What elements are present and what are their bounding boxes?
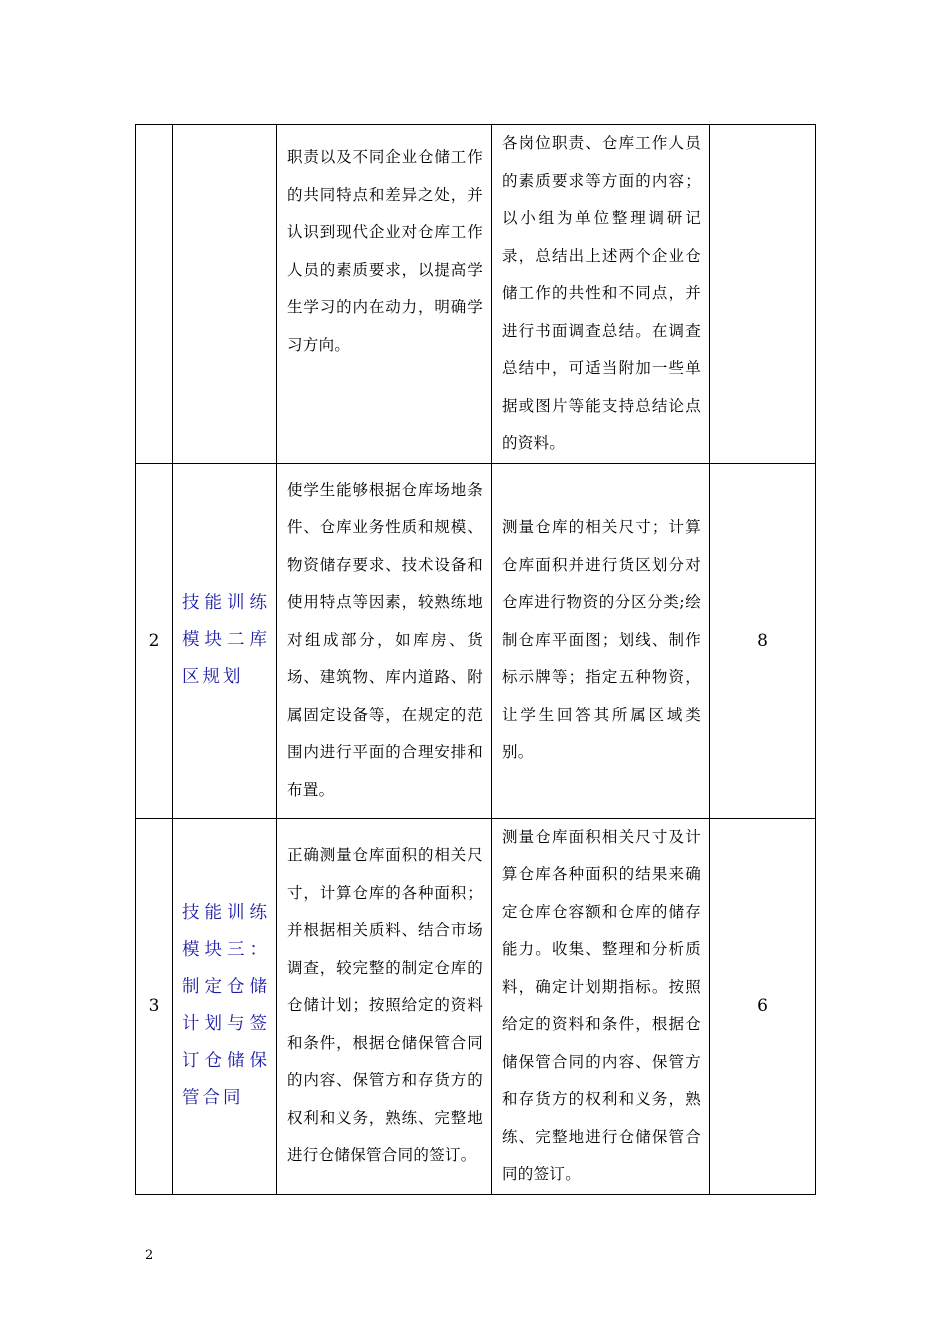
training-goal-cell: [277, 818, 492, 1194]
table-row: [136, 125, 816, 464]
page-number: 2: [145, 1248, 154, 1263]
row-number: 3: [136, 818, 173, 1194]
row-number: [136, 125, 173, 464]
training-goal: 职责以及不同企业仓储工作的共同特点和差异之处，并认识到现代企业对仓库工作人员的素质要求，以提高学生学习的内在动力，明确学习方向。: [287, 148, 483, 354]
module-name: 技能训练模块二库区规划: [182, 593, 270, 687]
training-content-cell: [492, 125, 710, 464]
hours-cell: 8: [710, 463, 816, 818]
hours-cell: [710, 125, 816, 464]
row-number: 2: [136, 463, 173, 818]
module-name-cell: [173, 125, 277, 464]
module-name-cell: [173, 463, 277, 818]
training-goal-cell: [277, 125, 492, 464]
module-name: 技能训练模块三：制定仓储计划与签订仓储保管合同: [182, 903, 270, 1108]
training-content-cell: [492, 818, 710, 1194]
curriculum-table: [135, 124, 816, 1195]
training-content: 各岗位职责、仓库工作人员的素质要求等方面的内容；以小组为单位整理调研记录，总结出上述两个企业仓储工作的共性和不同点，并进行书面调查总结。在调查总结中，可适当附加一些单据或图片等能支持总结论点的资料。: [502, 134, 701, 452]
training-content: 测量仓库面积相关尺寸及计算仓库各种面积的结果来确定仓库仓容额和仓库的储存能力。收集、整理和分析质料，确定计划期指标。按照给定的资料和条件，根据仓储保管合同的内容、保管方和存货方的权利和义务，熟练、完整地进行仓储保管合同的签订。: [502, 827, 701, 1183]
module-name-cell: [173, 818, 277, 1194]
table-row: [136, 463, 816, 818]
hours-cell: 6: [710, 818, 816, 1194]
training-content-cell: [492, 463, 710, 818]
training-goal: 正确测量仓库面积的相关尺寸，计算仓库的各种面积；并根据相关质料、结合市场调查，较完整的制定仓库的仓储计划；按照给定的资料和条件，根据仓储保管合同的内容、保管方和存货方的权利和义务，熟练、完整地进行仓储保管合同的签订。: [287, 846, 483, 1165]
training-content: 测量仓库的相关尺寸；计算仓库面积并进行货区划分对仓库进行物资的分区分类;绘制仓库平面图；划线、制作标示牌等；指定五种物资，让学生回答其所属区域类别。: [502, 518, 701, 762]
table-row: [136, 818, 816, 1194]
training-goal: 使学生能够根据仓库场地条件、仓库业务性质和规模、物资储存要求、技术设备和使用特点等因素，较熟练地对组成部分，如库房、货场、建筑物、库内道路、附属固定设备等，在规定的范围内进行平面的合理安排和布置。: [287, 480, 483, 799]
training-goal-cell: [277, 463, 492, 818]
